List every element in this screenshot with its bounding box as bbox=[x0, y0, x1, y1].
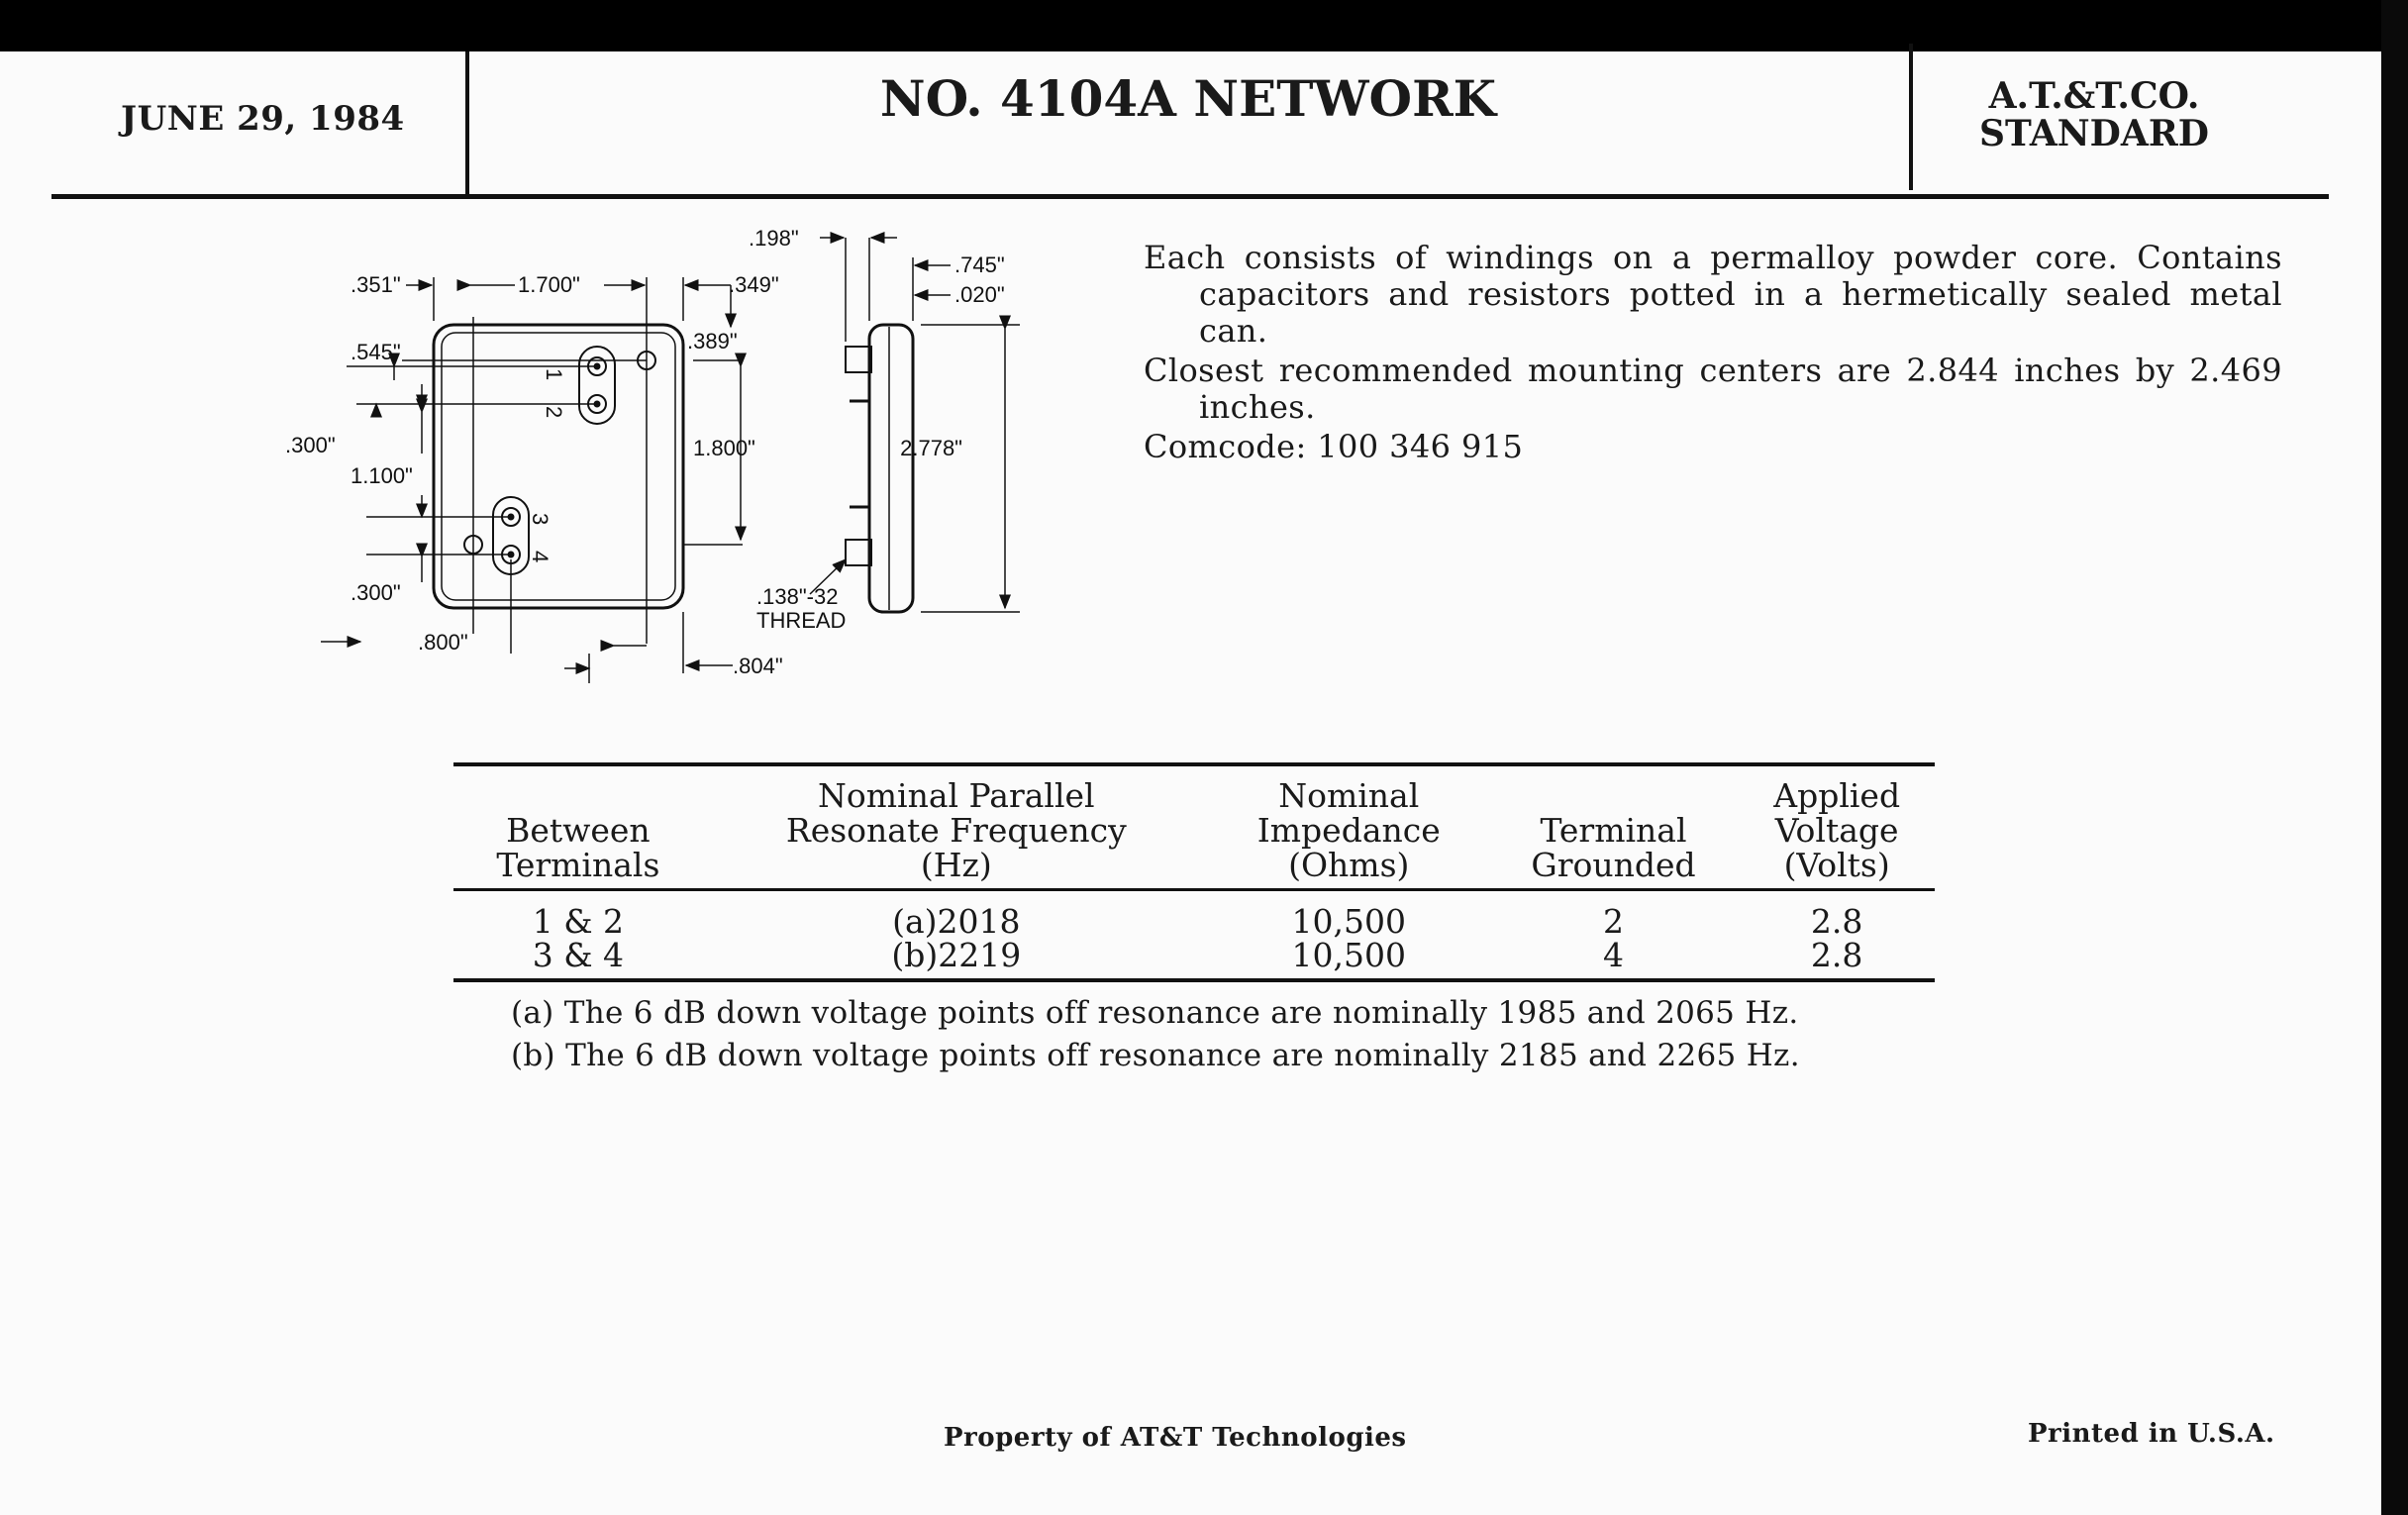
scan-border bbox=[2381, 0, 2408, 1515]
cell-voltage: 2.8 bbox=[1810, 936, 1863, 974]
terminal-label-4: 4 bbox=[528, 551, 552, 563]
property-notice: Property of AT&T Technologies bbox=[944, 1423, 1407, 1453]
header-rule bbox=[51, 194, 2329, 199]
printed-notice: Printed in U.S.A. bbox=[2028, 1419, 2275, 1449]
header-terminal-grounded: Terminal Grounded bbox=[1531, 811, 1696, 884]
cell-terminals: 3 & 4 bbox=[532, 936, 625, 974]
terminal-label-3: 3 bbox=[528, 513, 552, 526]
dim-545: .545" bbox=[351, 340, 401, 364]
description-paragraph: Each consists of windings on a permalloy powder core. Contains capacitors and resistors potted in a hermetically sealed metal can. bbox=[1144, 239, 2282, 350]
cell-impedance: 10,500 bbox=[1291, 902, 1406, 941]
thread-spec: .138"-32 bbox=[756, 584, 839, 609]
network-dimension-drawing bbox=[267, 218, 1079, 693]
cell-grounded: 4 bbox=[1603, 936, 1624, 974]
cell-frequency: (a)2018 bbox=[892, 902, 1021, 941]
cell-terminals: 1 & 2 bbox=[532, 902, 625, 941]
dim-804: .804" bbox=[733, 654, 783, 678]
dim-198: .198" bbox=[749, 226, 799, 251]
description-paragraph: Closest recommended mounting centers are 2.844 inches by 2.469 inches. bbox=[1144, 352, 2282, 426]
header-impedance: Nominal Impedance (Ohms) bbox=[1256, 776, 1441, 884]
dim-300-bottom: .300" bbox=[351, 580, 401, 605]
can-side-outline bbox=[869, 325, 913, 612]
dim-745: .745" bbox=[954, 252, 1005, 277]
dim-349: .349" bbox=[729, 272, 779, 297]
description-block bbox=[1144, 240, 2282, 468]
dim-800: .800" bbox=[418, 630, 468, 655]
dim-1100: 1.100" bbox=[351, 463, 413, 488]
thread-label: THREAD bbox=[756, 608, 847, 633]
dim-351: .351" bbox=[351, 272, 401, 297]
terminal-label-1: 1 bbox=[542, 368, 566, 381]
table-row bbox=[453, 890, 1935, 940]
issue-date: JUNE 29, 1984 bbox=[121, 99, 405, 139]
cell-grounded: 2 bbox=[1603, 902, 1624, 941]
footnote-a: (a) The 6 dB down voltage points off resonance are nominally 1985 and 2065 Hz. bbox=[511, 995, 1799, 1031]
can-front-outline bbox=[434, 325, 683, 608]
dim-300-top: .300" bbox=[285, 433, 336, 457]
standard-badge bbox=[1911, 77, 2277, 152]
cell-frequency: (b)2219 bbox=[891, 936, 1022, 974]
comcode: Comcode: 100 346 915 bbox=[1144, 428, 1524, 465]
cell-voltage: 2.8 bbox=[1810, 902, 1863, 941]
dim-1700: 1.700" bbox=[518, 272, 580, 297]
page-title: NO. 4104A NETWORK bbox=[879, 69, 1497, 128]
standard-line-1: A.T.&T.CO. bbox=[1988, 75, 2200, 117]
footnote-b: (b) The 6 dB down voltage points off resonance are nominally 2185 and 2265 Hz. bbox=[511, 1038, 1800, 1073]
cell-impedance: 10,500 bbox=[1291, 936, 1406, 974]
dim-389: .389" bbox=[687, 329, 738, 354]
header-between-terminals: Between Terminals bbox=[496, 811, 660, 884]
header-resonate-frequency: Nominal Parallel Resonate Frequency (Hz) bbox=[785, 776, 1127, 884]
dim-2778: 2.778" bbox=[900, 436, 962, 460]
terminal-label-2: 2 bbox=[542, 406, 566, 419]
table-row bbox=[453, 939, 1935, 980]
dim-1800: 1.800" bbox=[693, 436, 755, 460]
dim-020: .020" bbox=[954, 282, 1005, 307]
header-applied-voltage: Applied Voltage (Volts) bbox=[1773, 776, 1901, 884]
specification-table bbox=[453, 762, 1935, 982]
standard-line-2: STANDARD bbox=[1979, 113, 2209, 154]
footnotes bbox=[511, 992, 1800, 1077]
